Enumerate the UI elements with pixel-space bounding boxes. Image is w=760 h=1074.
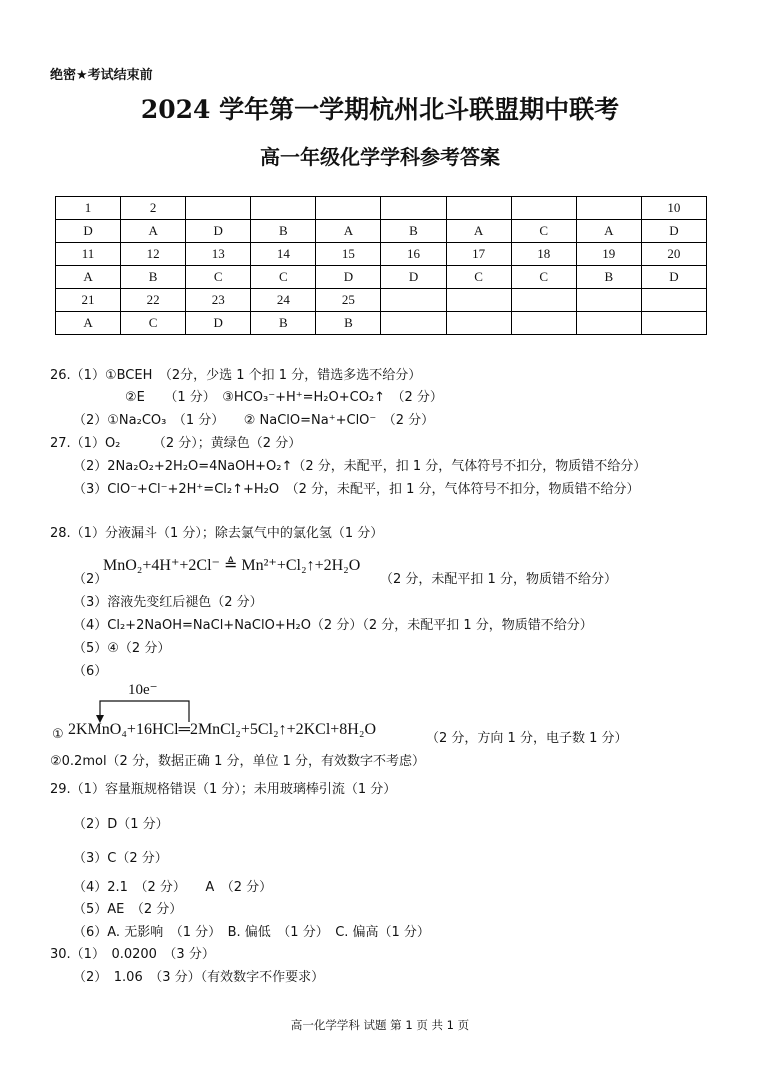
q27-part1: 27.（1）O₂ （2 分）；黄绿色（2 分） <box>50 436 302 451</box>
answer-table-cell: B <box>316 312 381 335</box>
answer-table-cell: D <box>641 220 706 243</box>
q26-part1: 26.（1）①BCEH （2分，少选 1 个扣 1 分，错选多选不给分） <box>50 368 422 383</box>
q26-part2: （2）①Na₂CO₃ （1 分） ② NaClO=Na⁺+ClO⁻ （2 分） <box>73 413 435 428</box>
answer-table-cell: A <box>56 266 121 289</box>
answer-table-cell <box>446 197 511 220</box>
answer-table-cell: A <box>576 220 641 243</box>
answer-table-cell: 25 <box>316 289 381 312</box>
answer-table-cell: B <box>121 266 186 289</box>
answer-table-cell <box>316 197 381 220</box>
q29-part6: （6）A. 无影响 （1 分） B. 偏低 （1 分） C. 偏高（1 分） <box>73 925 430 940</box>
answer-table-cell: 2 <box>121 197 186 220</box>
answer-table-cell: C <box>511 220 576 243</box>
answer-table-cell: D <box>56 220 121 243</box>
answer-table-cell: D <box>186 312 251 335</box>
q28-part3: （3）溶液先变红后褪色（2 分） <box>73 595 263 610</box>
q28-part6-1-note: （2 分，方向 1 分，电子数 1 分） <box>426 731 628 746</box>
page-footer: 高一化学学科 试题 第 1 页 共 1 页 <box>290 1018 470 1032</box>
answer-table-cell: 12 <box>121 243 186 266</box>
answer-table-cell: C <box>446 266 511 289</box>
answer-table-cell: B <box>576 266 641 289</box>
answer-table-cell: 13 <box>186 243 251 266</box>
q27-part3: （3）ClO⁻+Cl⁻+2H⁺=Cl₂↑+H₂O （2 分，未配平，扣 1 分，气体符号不扣分，物质错不给分） <box>73 482 640 497</box>
q29-part2: （2）D（1 分） <box>73 817 169 832</box>
answer-table-cell: C <box>121 312 186 335</box>
answer-table-cell <box>186 197 251 220</box>
answer-table-cell <box>576 197 641 220</box>
q30-part1: 30.（1） 0.0200 （3 分） <box>50 947 215 962</box>
answer-table-cell <box>251 197 316 220</box>
answer-table-cell: D <box>316 266 381 289</box>
answer-table-row <box>56 197 707 220</box>
q29-part1: 29.（1）容量瓶规格错误（1 分）；未用玻璃棒引流（1 分） <box>50 782 397 797</box>
page-title: 2024 学年第一学期杭州北斗联盟期中联考 <box>140 95 620 124</box>
answer-table-row <box>56 243 707 266</box>
answer-table-cell: A <box>121 220 186 243</box>
q28-part6-2: ②0.2mol（2 分，数据正确 1 分，单位 1 分，有效数字不考虑） <box>50 754 426 769</box>
answer-table <box>55 196 707 335</box>
answer-table-cell: B <box>381 220 446 243</box>
answer-table-cell: A <box>56 312 121 335</box>
q28-part2-note: （2 分，未配平扣 1 分，物质错不给分） <box>380 572 617 587</box>
answer-table-row <box>56 266 707 289</box>
q29-part5: （5）AE （2 分） <box>73 902 183 917</box>
q27-part2: （2）2Na₂O₂+2H₂O=4NaOH+O₂↑（2 分，未配平，扣 1 分，气体符号不扣分，物质错不给分） <box>73 459 647 474</box>
answer-table-row <box>56 289 707 312</box>
answer-table-cell: 23 <box>186 289 251 312</box>
answer-table-cell <box>446 312 511 335</box>
answer-table-cell: C <box>251 266 316 289</box>
answer-table-cell: B <box>251 312 316 335</box>
answer-table-cell <box>381 289 446 312</box>
answer-table-cell: 11 <box>56 243 121 266</box>
answer-table-cell: 10 <box>641 197 706 220</box>
answer-table-cell: D <box>186 220 251 243</box>
q28-part5: （5）④（2 分） <box>73 641 171 656</box>
q28-part2-label: （2） <box>73 572 108 587</box>
q26-part1-sub: ②E （1 分） ③HCO₃⁻+H⁺=H₂O+CO₂↑ （2 分） <box>125 390 443 405</box>
answer-table-cell: 16 <box>381 243 446 266</box>
answer-table-cell: 21 <box>56 289 121 312</box>
answer-table-cell <box>641 289 706 312</box>
q30-part2: （2） 1.06 （3 分）（有效数字不作要求） <box>73 970 325 985</box>
answer-table-cell: D <box>381 266 446 289</box>
answer-table-cell: 19 <box>576 243 641 266</box>
answer-table-cell: 17 <box>446 243 511 266</box>
answer-table-cell: 14 <box>251 243 316 266</box>
q28-part6-1-label: ① <box>52 727 64 742</box>
answer-table-cell: 15 <box>316 243 381 266</box>
answer-table-cell <box>511 289 576 312</box>
answer-table-cell <box>511 197 576 220</box>
answer-table-cell: C <box>186 266 251 289</box>
answer-table-cell: 1 <box>56 197 121 220</box>
answer-table-cell: 22 <box>121 289 186 312</box>
answer-table-cell <box>641 312 706 335</box>
answer-table-cell <box>576 289 641 312</box>
answer-table-cell: 20 <box>641 243 706 266</box>
answer-table-cell: 18 <box>511 243 576 266</box>
q28-part6-1-equation: 2KMnO₄+16HCl═2MnCl₂+5Cl₂↑+2KCl+8H₂O <box>68 721 376 738</box>
q28-part1: 28.（1）分液漏斗（1 分）；除去氯气中的氯化氢（1 分） <box>50 526 384 541</box>
answer-table-cell: B <box>251 220 316 243</box>
confidential-label: 绝密★考试结束前 <box>50 68 153 83</box>
q28-part2-equation: MnO₂+4H⁺+2Cl⁻ ≜ Mn²⁺+Cl₂↑+2H₂O <box>103 557 361 574</box>
answer-table-cell <box>446 289 511 312</box>
answer-table-row <box>56 312 707 335</box>
electron-transfer-label: 10e⁻ <box>128 682 158 698</box>
answer-table-cell: 24 <box>251 289 316 312</box>
answer-table-cell: D <box>641 266 706 289</box>
answer-table-cell <box>576 312 641 335</box>
answer-table-row <box>56 220 707 243</box>
answer-table-cell <box>381 312 446 335</box>
answer-table-cell: A <box>446 220 511 243</box>
q29-part4: （4）2.1 （2 分） A （2 分） <box>73 880 273 895</box>
q28-part4: （4）Cl₂+2NaOH=NaCl+NaClO+H₂O（2 分）（2 分，未配平扣 1 分，物质错不给分） <box>73 618 593 633</box>
answer-table-cell <box>381 197 446 220</box>
q28-part6: （6） <box>73 664 108 679</box>
q29-part3: （3）C（2 分） <box>73 851 168 866</box>
answer-table-cell: C <box>511 266 576 289</box>
answer-table-cell <box>511 312 576 335</box>
page-subtitle: 高一年级化学学科参考答案 <box>260 145 500 169</box>
answer-table-cell: A <box>316 220 381 243</box>
